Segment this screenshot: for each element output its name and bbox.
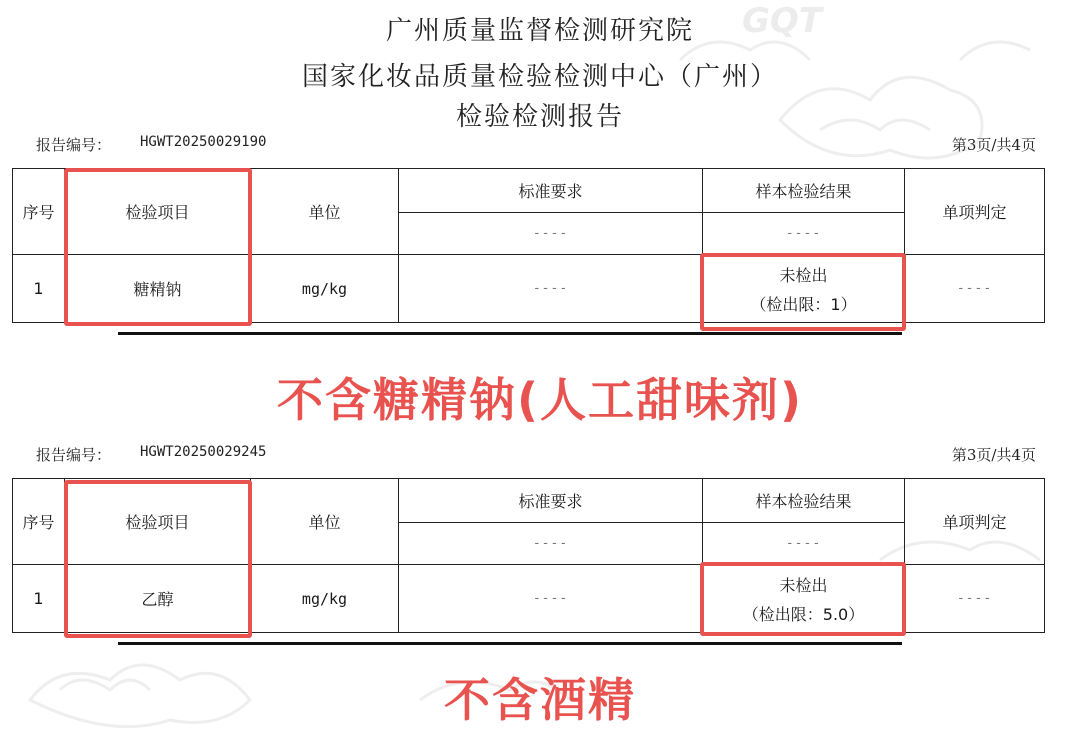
header-judgement: 单项判定 (905, 169, 1045, 255)
row-index: 1 (13, 565, 65, 633)
page-info: 第3页/共4页 (951, 446, 1036, 464)
report-number: HGWT20250029190 (140, 134, 267, 150)
report-meta-2 (36, 444, 1036, 464)
row-standard: ---- (399, 565, 703, 633)
row-item: 糖精钠 (65, 255, 251, 323)
institute-name: 广州质量监督检测研究院 (385, 16, 694, 46)
header-item: 检验项目 (65, 479, 251, 565)
header-standard: 标准要求 (399, 169, 703, 213)
center-name: 国家化妆品质量检验检测中心（广州） (301, 62, 778, 92)
header-item: 检验项目 (65, 169, 251, 255)
report-number-label: 报告编号： (36, 136, 112, 154)
standard-subheader: ---- (399, 213, 703, 255)
row-result (703, 565, 905, 633)
result-subheader: ---- (703, 523, 905, 565)
header-unit: 单位 (251, 479, 399, 565)
row-result (703, 255, 905, 323)
row-judgement: ---- (905, 565, 1045, 633)
result-subheader: ---- (703, 213, 905, 255)
row-index: 1 (13, 255, 65, 323)
report-number-label: 报告编号： (36, 446, 112, 464)
result-table-1 (12, 168, 1044, 323)
result-table-2 (12, 478, 1044, 633)
detection-limit: （检出限：1） (750, 294, 857, 314)
result-text: 未检出 (779, 265, 828, 285)
report-title: 检验检测报告 (455, 102, 624, 132)
annotation-no-saccharin: 不含糖精钠(人工甜味剂) (276, 373, 804, 427)
annotation-no-alcohol: 不含酒精 (444, 673, 636, 727)
header-index: 序号 (13, 169, 65, 255)
page-info: 第3页/共4页 (951, 136, 1036, 154)
watermark-text: GQT (742, 1, 823, 41)
row-unit: mg/kg (251, 565, 399, 633)
report-meta-1 (36, 134, 1036, 154)
header-result: 样本检验结果 (703, 479, 905, 523)
standard-subheader: ---- (399, 523, 703, 565)
table-row (13, 565, 1045, 633)
header-standard: 标准要求 (399, 479, 703, 523)
divider-bar-1 (118, 332, 902, 335)
row-item: 乙醇 (65, 565, 251, 633)
divider-bar-2 (118, 642, 902, 645)
table-row (13, 255, 1045, 323)
header-judgement: 单项判定 (905, 479, 1045, 565)
header-result: 样本检验结果 (703, 169, 905, 213)
row-unit: mg/kg (251, 255, 399, 323)
header-unit: 单位 (251, 169, 399, 255)
header-index: 序号 (13, 479, 65, 565)
detection-limit: （检出限：5.0） (742, 604, 865, 624)
report-number: HGWT20250029245 (140, 444, 267, 460)
row-judgement: ---- (905, 255, 1045, 323)
row-standard: ---- (399, 255, 703, 323)
result-text: 未检出 (779, 575, 828, 595)
